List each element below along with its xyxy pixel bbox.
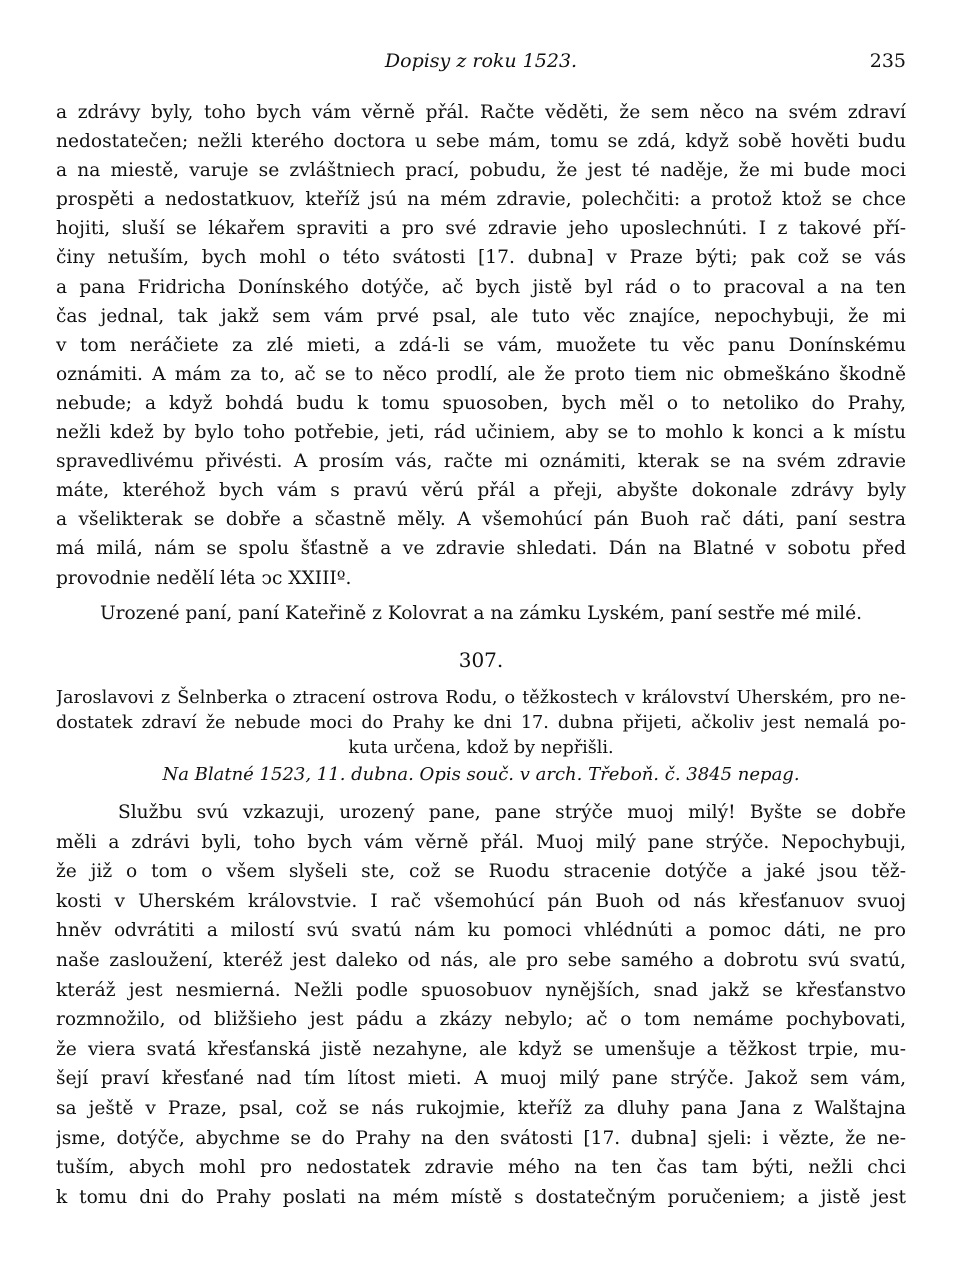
- summary-line: kuta určena, kdož by nepřišli.: [348, 738, 614, 758]
- text-line: prospěti a nedostatkuov, kteříž jsú na mém zdravie, polechčiti: a protož ktož se chce: [56, 189, 906, 211]
- text-line: a všelikterak se dobře a sčastně měly. A všemohúcí pán Buoh rač dáti, paní sestra: [56, 509, 906, 531]
- text-line: a pana Fridricha Donínského dotýče, ač bych jistě byl rád o to pracoval a na ten: [56, 276, 906, 298]
- text-line: čas jednal, tak jakž sem vám prvé psal, ale tuto věc znajíce, nepochybuji, že mi: [56, 305, 906, 327]
- text-line: hněv odvrátiti a milostí svú svatú nám ku pomoci vhlédnúti a pomoc dáti, ne pro: [56, 920, 906, 942]
- text-line: činy netuším, bych mohl o této svátosti [17. dubna] v Praze býti; pak což se vás: [56, 247, 906, 269]
- text-line: a zdrávy byly, toho bych vám věrně přál. Račte věděti, že sem něco na svém zdraví: [56, 102, 906, 123]
- text-line: k tomu dni do Prahy poslati na mém místě s dostatečným poručeniem; a jistě jest: [56, 1186, 906, 1208]
- text-line: rozmnožilo, od bližšieho jest pádu a zkázy nebylo; ač o tom nemáme pochybovati,: [56, 1009, 906, 1031]
- text-line: máte, kteréhož bych vám s pravú věrú přál a přeji, abyšte dokonale zdrávy byly: [56, 480, 906, 502]
- page-header: [56, 48, 906, 80]
- text-line: že již o tom o všem slyšeli ste, což se Ruodu stracenie dotýče a jaké jsou těž-: [56, 861, 906, 883]
- text-line: nežli kdež by bylo toho potřebie, jeti, rád učiniem, aby se to mohlo k konci a k místu: [56, 422, 906, 444]
- text-line: že viera svatá křesťanská jistě nezahyne, ale když se umenšuje a těžkost trpie, mu-: [56, 1038, 906, 1060]
- text-line: Službu svú vzkazuji, urozený pane, pane strýče muoj milý! Byšte se dobře: [118, 802, 906, 823]
- text-line: šejí praví křesťané nad tím lítost mieti. A muoj milý pane strýče. Jakož sem vám,: [56, 1068, 906, 1090]
- text-line: nedostatečen; nežli kterého doctora u sebe mám, tomu se zdá, když sobě hověti budu: [56, 131, 906, 153]
- text-line: kteráž jest nesmierná. Nežli podle spuosobuov nynějších, snad jakž se křesťanstvo: [56, 979, 906, 1001]
- text-line: spravedlivému přivésti. A prosím vás, račte mi oznámiti, kterak se na svém zdravie: [56, 451, 906, 473]
- text-line: tuším, abych mohl pro nedostatek zdravie mého na ten čas tam býti, nežli chci: [56, 1157, 906, 1179]
- text-line: hojiti, sluší se lékařem spraviti a pro své zdravie jeho uposlechnúti. I z takové pří-: [56, 218, 906, 240]
- text-line: kosti v Uherském královstvie. I rač všemohúcí pán Buoh od nás křesťanuov svuoj: [56, 890, 906, 912]
- page-number: 235: [869, 50, 906, 72]
- letter-2-body: [56, 798, 906, 1212]
- text-line: naše zasloužení, kteréž jest daleko od nás, ale pro sebe samého a dobrotu svú svatú,: [56, 949, 906, 971]
- summary-line: dostatek zdraví že nebude moci do Prahy ke dni 17. dubna přijeti, ačkoliv jest nemalá po-: [56, 713, 906, 733]
- text-line: jsme, dotýče, abychme se do Prahy na den svátosti [17. dubna] sjeli: i vězte, že ne-: [56, 1127, 906, 1149]
- document-summary: [56, 686, 906, 761]
- document-number: 307.: [458, 648, 504, 672]
- text-line: v tom neráčiete za zlé mieti, a zdá-li se vám, muožete tu věc panu Donínskému: [56, 334, 906, 356]
- text-line: a na miestě, varuje se zvláštniech prací, pobudu, že jest té naděje, že mi bude moci: [56, 160, 906, 182]
- text-line: oznámiti. A mám za to, ač se to něco prodlí, ale že proto tiem nic obmeškáno škodně: [56, 363, 906, 385]
- text-line: má milá, nám se spolu šťastně a ve zdravie shledati. Dán na Blatné v sobotu před: [56, 538, 906, 560]
- running-head: Dopisy z roku 1523.: [384, 50, 578, 72]
- summary-line: Jaroslavovi z Šelnberka o ztracení ostrova Rodu, o těžkostech v království Uherském, pro ne-: [56, 688, 906, 708]
- text-line: měli a zdrávi byli, toho bych vám věrně přál. Muoj milý pane strýče. Nepochybuji,: [56, 831, 906, 853]
- source-citation: Na Blatné 1523, 11. dubna. Opis souč. v arch. Třeboň. č. 3845 nepag.: [162, 764, 800, 785]
- text-line: provodnie nedělí léta ↄc XXIIIº.: [56, 567, 352, 589]
- letter-1-body: [56, 98, 906, 593]
- letter-address: Urozené paní, paní Kateřině z Kolovrat a na zámku Lyském, paní sestře mé milé.: [99, 603, 863, 624]
- text-line: nebude; a když bohdá budu k tomu spuosoben, bych měl o to netoliko do Prahy,: [56, 392, 906, 414]
- text-line: sa ještě v Praze, psal, což se nás rukojmie, kteříž za dluhy pana Jana z Walštajna: [56, 1097, 906, 1119]
